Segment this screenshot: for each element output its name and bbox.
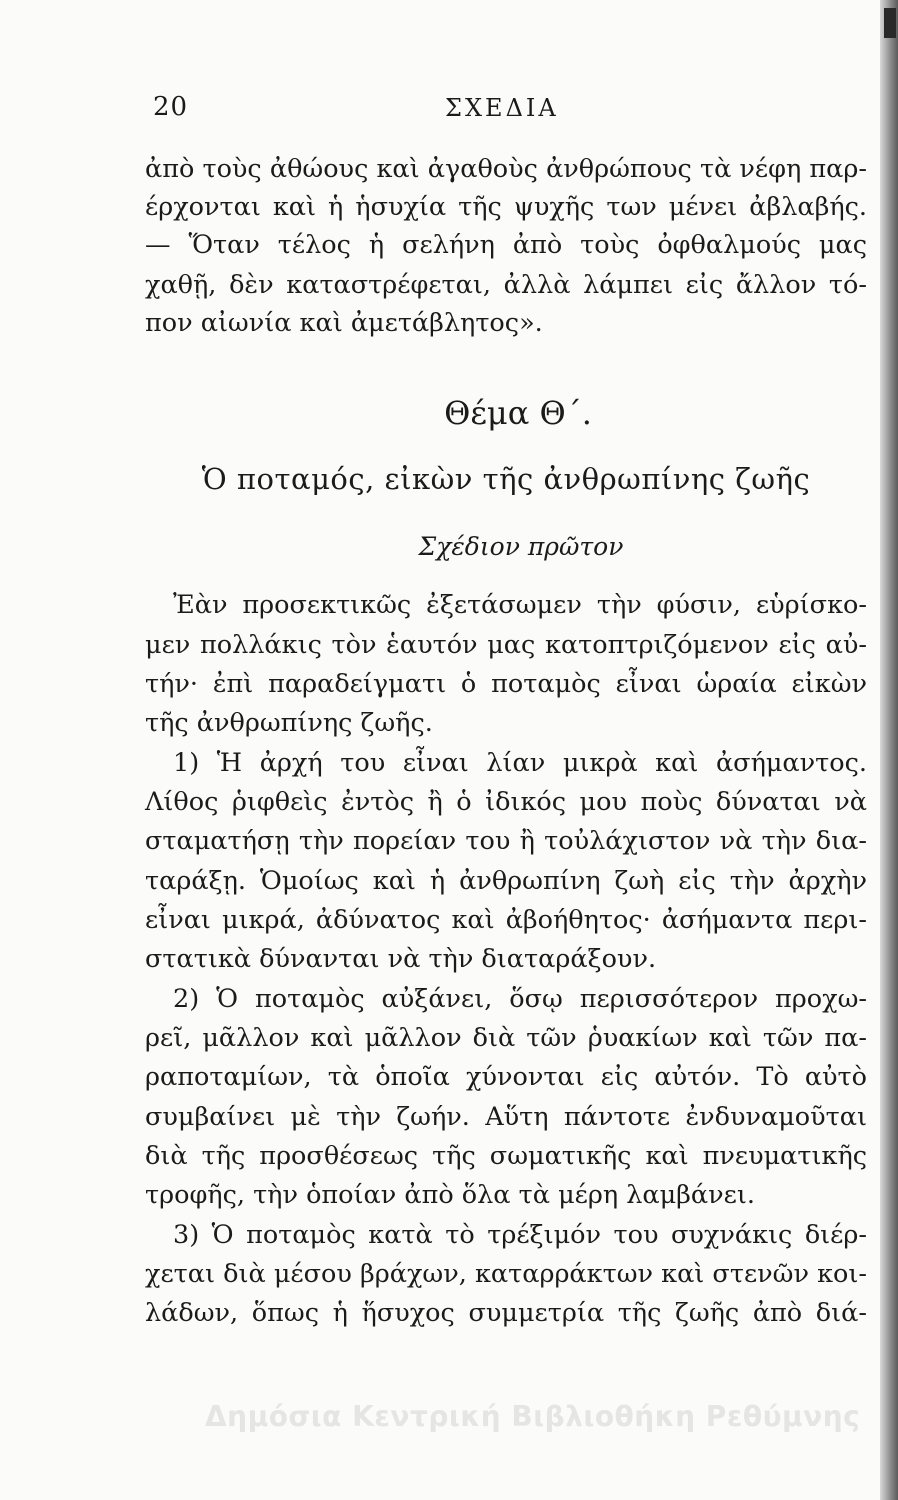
page-edge	[880, 0, 898, 1500]
text-line: ραποταμίων, τὰ ὁποῖα χύνονται εἰς αὐτόν. Τὸ αὐτὸ	[145, 1062, 867, 1092]
text-line: μεν πολλάκις τὸν ἑαυτόν μας κατοπτριζόμενον εἰς αὐ-	[145, 630, 867, 660]
page-header	[145, 92, 867, 132]
text-line: ἀπὸ τοὺς ἀθώους καὶ ἀγαθοὺς ἀνθρώπους τὰ νέφη παρ-	[145, 154, 867, 184]
text-line: τήν· ἐπὶ παραδείγματι ὁ ποταμὸς εἶναι ὡραία εἰκὼν	[145, 669, 867, 699]
text-line: Ἐὰν προσεκτικῶς ἐξετάσωμεν τὴν φύσιν, εὑρίσκο-	[173, 590, 867, 620]
text-line: χεται διὰ μέσου βράχων, καταρράκτων καὶ στενῶν κοι-	[145, 1259, 867, 1289]
text-line: — Ὅταν τέλος ἡ σελήνη ἀπὸ τοὺς ὀφθαλμούς μας	[145, 230, 867, 260]
text-line: 3) Ὁ ποταμὸς κατὰ τὸ τρέξιμόν του συχνάκις διέρ-	[173, 1220, 867, 1250]
text-line: τροφῆς, τὴν ὁποίαν ἀπὸ ὅλα τὰ μέρη λαμβάνει.	[145, 1180, 755, 1210]
text-line: έρχονται καὶ ἡ ἡσυχία τῆς ψυχῆς των μένει ἀβλαβής.	[145, 192, 867, 222]
library-watermark: Δημόσια Κεντρική Βιβλιοθήκη Ρεθύμνης	[205, 1400, 861, 1433]
text-line: λάδων, ὅπως ἡ ἥσυχος συμμετρία τῆς ζωῆς ἀπὸ διά-	[145, 1298, 867, 1328]
running-head: ΣΧΕΔΙΑ	[445, 94, 559, 122]
text-line: ταράξῃ. Ὁμοίως καὶ ἡ ἀνθρωπίνη ζωὴ εἰς τὴν ἀρχὴν	[145, 866, 867, 896]
theme-heading: Θέμα Θ΄.	[444, 394, 592, 432]
page-number: 20	[153, 92, 189, 122]
text-line: τῆς ἀνθρωπίνης ζωῆς.	[145, 708, 433, 738]
theme-title: Ὁ ποταμός, εἰκὼν τῆς ἀνθρωπίνης ζωῆς	[201, 462, 811, 496]
text-line: σταματήσῃ τὴν πορείαν του ἢ τοὐλάχιστον νὰ τὴν δια-	[145, 826, 867, 856]
text-line: 1) Ἡ ἀρχή του εἶναι λίαν μικρὰ καὶ ἀσήμαντος.	[173, 748, 867, 778]
text-line: πον αἰωνία καὶ ἀμετάβλητος».	[145, 308, 543, 338]
text-line: ρεῖ, μᾶλλον καὶ μᾶλλον διὰ τῶν ῥυακίων καὶ τῶν πα-	[145, 1023, 867, 1053]
text-line: Λίθος ῥιφθεὶς ἐντὸς ἢ ὁ ἰδικός μου ποὺς δύναται νὰ	[145, 787, 867, 817]
text-line: διὰ τῆς προσθέσεως τῆς σωματικῆς καὶ πνευματικῆς	[145, 1141, 867, 1171]
text-line: εἶναι μικρά, ἀδύνατος καὶ ἀβοήθητος· ἀσήμαντα περι-	[145, 905, 867, 935]
edge-mark	[884, 8, 896, 38]
text-line: στατικὰ δύνανται νὰ τὴν διαταράξουν.	[145, 944, 657, 974]
text-line: συμβαίνει μὲ τὴν ζωήν. Αὕτη πάντοτε ἐνδυναμοῦται	[145, 1102, 867, 1132]
theme-subtitle: Σχέδιον πρῶτον	[418, 532, 624, 561]
text-line: χαθῇ, δὲν καταστρέφεται, ἀλλὰ λάμπει εἰς ἄλλον τό-	[145, 270, 867, 300]
text-line: 2) Ὁ ποταμὸς αὐξάνει, ὅσῳ περισσότερον προχω-	[173, 984, 867, 1014]
